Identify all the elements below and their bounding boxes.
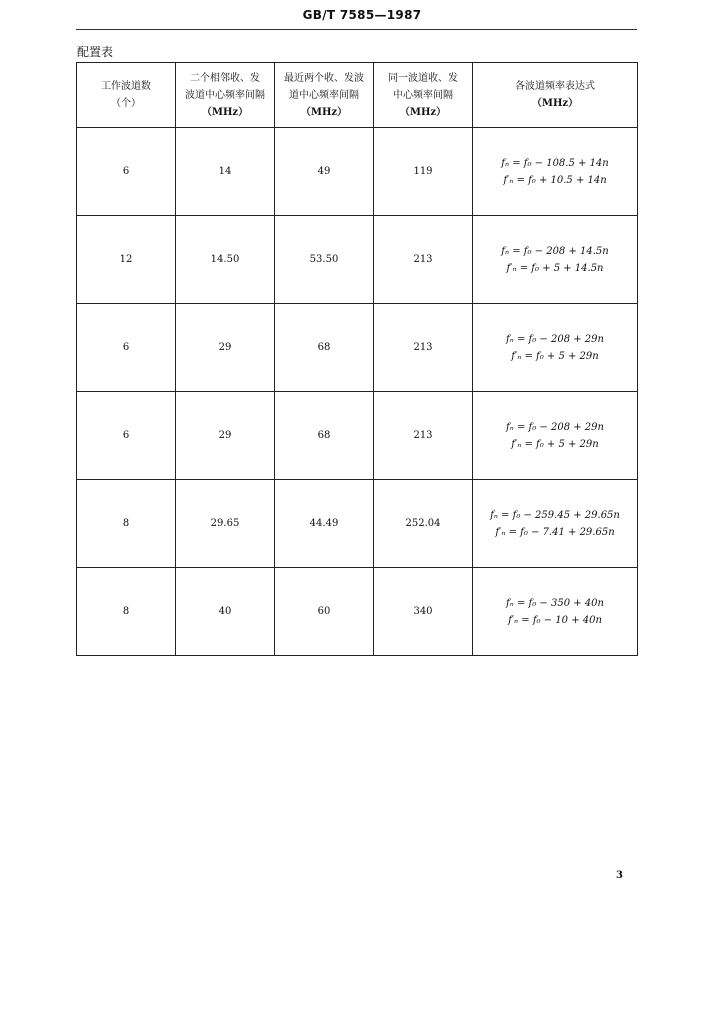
col-header-unit: （MHz） — [201, 106, 249, 118]
col-header-line: 道中心频率间隔 — [289, 89, 359, 101]
col-header-same-channel-spacing — [374, 63, 473, 128]
table-row — [77, 568, 638, 656]
cell-nearest-spacing: 68 — [275, 304, 374, 392]
cell-channel-count: 12 — [77, 216, 176, 304]
cell-adjacent-spacing: 29 — [176, 304, 275, 392]
cell-channel-count: 6 — [77, 392, 176, 480]
col-header-adjacent-spacing — [176, 63, 275, 128]
table-row — [77, 128, 638, 216]
col-header-line: 中心频率间隔 — [393, 89, 453, 101]
cell-frequency-expression — [473, 480, 638, 568]
cell-nearest-spacing: 44.49 — [275, 480, 374, 568]
formula-receive: fₙ = f₀ − 108.5 + 14n — [501, 157, 609, 169]
formula-transmit: f′ₙ = f₀ + 5 + 14.5n — [506, 262, 604, 274]
table-row — [77, 392, 638, 480]
standard-code-header: GB/T 7585—1987 — [302, 8, 422, 22]
formula-transmit: f′ₙ = f₀ + 10.5 + 14n — [503, 174, 607, 186]
cell-frequency-expression — [473, 392, 638, 480]
cell-same-channel-spacing: 213 — [374, 304, 473, 392]
col-header-nearest-spacing — [275, 63, 374, 128]
formula-receive: fₙ = f₀ − 208 + 29n — [506, 333, 604, 345]
configuration-table — [76, 62, 638, 656]
cell-nearest-spacing: 49 — [275, 128, 374, 216]
col-header-line: 各波道频率表达式 — [515, 81, 595, 92]
col-header-unit: （MHz） — [399, 106, 447, 118]
col-header-line: 工作波道数 — [101, 81, 151, 92]
cell-nearest-spacing: 60 — [275, 568, 374, 656]
cell-adjacent-spacing: 14 — [176, 128, 275, 216]
formula-receive: fₙ = f₀ − 208 + 29n — [506, 421, 604, 433]
page-number: 3 — [616, 870, 623, 881]
table-caption: 配置表 — [77, 45, 114, 59]
formula-transmit: f′ₙ = f₀ − 7.41 + 29.65n — [495, 526, 615, 538]
col-header-line: 同一波道收、发 — [388, 72, 458, 84]
table-row — [77, 480, 638, 568]
col-header-channel-count — [77, 63, 176, 128]
col-header-line: 最近两个收、发波 — [284, 72, 364, 84]
cell-frequency-expression — [473, 568, 638, 656]
cell-same-channel-spacing: 213 — [374, 216, 473, 304]
cell-adjacent-spacing: 14.50 — [176, 216, 275, 304]
cell-adjacent-spacing: 40 — [176, 568, 275, 656]
col-header-unit: （MHz） — [531, 98, 579, 109]
col-header-line: 波道中心频率间隔 — [185, 89, 265, 101]
col-header-frequency-expression — [473, 63, 638, 128]
table-row — [77, 304, 638, 392]
col-header-line: （个） — [111, 98, 141, 109]
cell-adjacent-spacing: 29 — [176, 392, 275, 480]
table-row — [77, 216, 638, 304]
cell-frequency-expression — [473, 304, 638, 392]
formula-receive: fₙ = f₀ − 259.45 + 29.65n — [490, 509, 620, 521]
cell-same-channel-spacing: 340 — [374, 568, 473, 656]
header-rule — [76, 29, 637, 30]
cell-channel-count: 8 — [77, 568, 176, 656]
cell-frequency-expression — [473, 216, 638, 304]
cell-same-channel-spacing: 252.04 — [374, 480, 473, 568]
formula-transmit: f′ₙ = f₀ − 10 + 40n — [508, 614, 602, 626]
cell-same-channel-spacing: 213 — [374, 392, 473, 480]
cell-nearest-spacing: 53.50 — [275, 216, 374, 304]
col-header-unit: （MHz） — [300, 106, 348, 118]
col-header-line: 二个相邻收、发 — [190, 72, 260, 84]
cell-same-channel-spacing: 119 — [374, 128, 473, 216]
formula-transmit: f′ₙ = f₀ + 5 + 29n — [511, 438, 599, 450]
cell-channel-count: 6 — [77, 128, 176, 216]
formula-transmit: f′ₙ = f₀ + 5 + 29n — [511, 350, 599, 362]
cell-frequency-expression — [473, 128, 638, 216]
table-header-row — [77, 63, 638, 128]
cell-channel-count: 8 — [77, 480, 176, 568]
cell-adjacent-spacing: 29.65 — [176, 480, 275, 568]
cell-channel-count: 6 — [77, 304, 176, 392]
cell-nearest-spacing: 68 — [275, 392, 374, 480]
formula-receive: fₙ = f₀ − 208 + 14.5n — [501, 245, 609, 257]
formula-receive: fₙ = f₀ − 350 + 40n — [506, 597, 604, 609]
